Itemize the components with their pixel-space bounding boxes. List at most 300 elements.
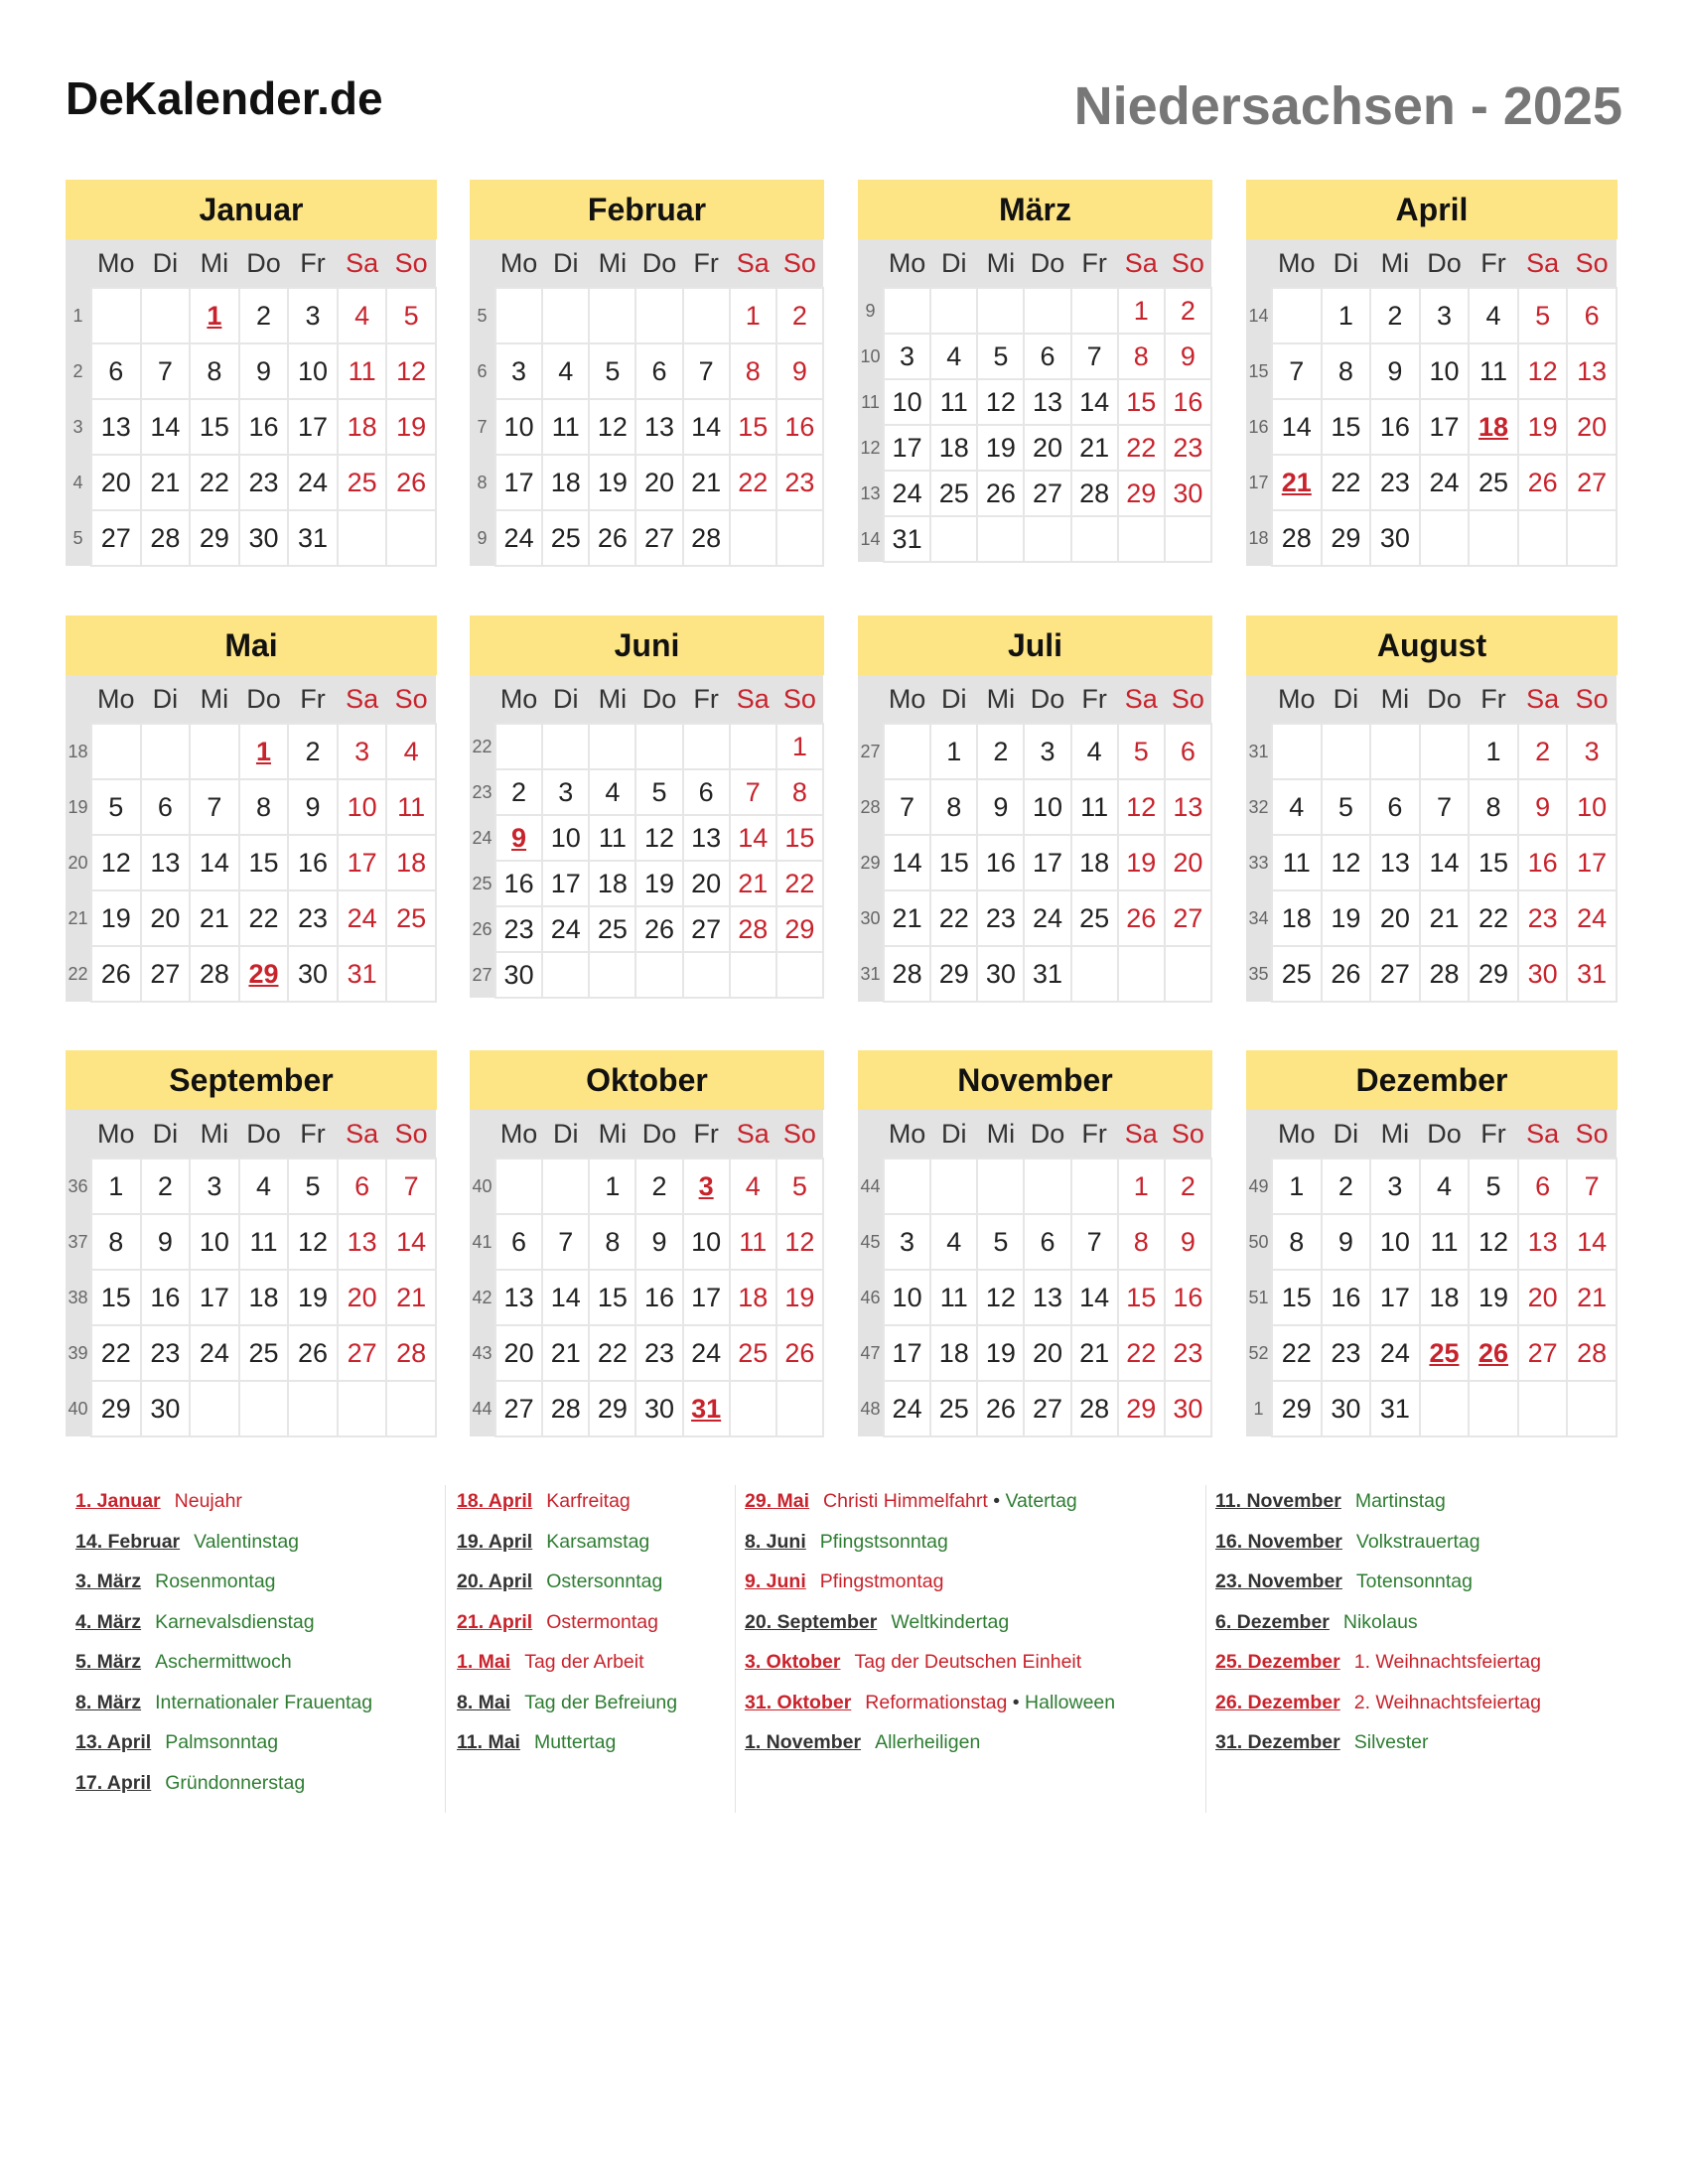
day-cell: 27: [1370, 946, 1420, 1002]
legend-item: [457, 1683, 677, 1723]
day-cell: 7: [884, 779, 930, 835]
day-cell: 22: [1118, 1325, 1165, 1381]
legend-item: [745, 1602, 1115, 1643]
day-cell: 19: [635, 861, 682, 906]
empty-day-cell: [884, 1159, 930, 1214]
day-cell: 13: [683, 815, 730, 861]
legend-date: 19. April: [457, 1530, 533, 1553]
weekday-label: Fr: [1469, 1110, 1518, 1159]
empty-day-cell: [1118, 516, 1165, 562]
day-cell: 20: [1024, 1325, 1070, 1381]
day-cell: 7: [1567, 1159, 1617, 1214]
weekday-label: So: [776, 1110, 823, 1159]
week-number: 35: [1246, 946, 1272, 1002]
legend-item: [1215, 1722, 1541, 1763]
week-number: 15: [1246, 343, 1272, 399]
day-cell: 14: [1272, 399, 1322, 455]
week-number: 42: [470, 1270, 495, 1325]
day-cell: 24: [495, 510, 542, 566]
week-number: 40: [470, 1159, 495, 1214]
empty-day-cell: [776, 510, 823, 566]
day-cell: 10: [1024, 779, 1070, 835]
legend-item: [75, 1722, 372, 1763]
week-number: 29: [858, 835, 884, 890]
weekday-row: [66, 1110, 436, 1159]
day-cell: 2: [1165, 288, 1211, 334]
legend-divider: [445, 1485, 446, 1813]
week-number: 41: [470, 1214, 495, 1270]
weekday-label: Mo: [884, 1110, 930, 1159]
day-cell: 22: [776, 861, 823, 906]
day-cell: 1: [1272, 1159, 1322, 1214]
day-cell: 29: [1469, 946, 1518, 1002]
weekday-label: Mo: [91, 675, 141, 724]
day-cell: 28: [190, 946, 239, 1002]
legend-date: 4. März: [75, 1610, 142, 1633]
weekday-label: Sa: [338, 1110, 387, 1159]
day-cell: 26: [589, 510, 635, 566]
weekday-label: Fr: [1469, 675, 1518, 724]
day-cell: 23: [977, 890, 1024, 946]
legend-date: 1. Mai: [457, 1651, 511, 1673]
month-table: [66, 675, 437, 1003]
legend-date: 11. Mai: [457, 1731, 520, 1753]
page-title: Niedersachsen - 2025: [1073, 76, 1622, 136]
week-number-header: [66, 239, 91, 288]
week-row: [1246, 399, 1617, 455]
day-cell: 3: [542, 769, 589, 815]
day-cell: 12: [977, 1270, 1024, 1325]
day-cell: 4: [930, 1214, 977, 1270]
day-cell: 8: [589, 1214, 635, 1270]
day-cell: 14: [1071, 1270, 1118, 1325]
week-row: [1246, 779, 1617, 835]
day-cell: 14: [1567, 1214, 1617, 1270]
legend-name: Gründonnerstag: [165, 1771, 306, 1794]
weekday-label: Mi: [589, 675, 635, 724]
legend-date: 6. Dezember: [1215, 1610, 1330, 1633]
day-cell: 6: [1370, 779, 1420, 835]
month-table: [858, 1110, 1212, 1437]
day-cell: 12: [1518, 343, 1568, 399]
empty-day-cell: [776, 952, 823, 998]
day-cell: 23: [776, 455, 823, 510]
weekday-label: Sa: [730, 239, 776, 288]
day-cell: 27: [1165, 890, 1211, 946]
day-cell: 28: [1071, 471, 1118, 516]
day-cell: 29: [1272, 1381, 1322, 1436]
month-februar: [470, 180, 824, 567]
day-cell: 21: [1071, 425, 1118, 471]
empty-day-cell: [1272, 288, 1322, 343]
day-cell: 10: [288, 343, 338, 399]
day-cell: 27: [495, 1381, 542, 1436]
day-cell: 29: [589, 1381, 635, 1436]
day-cell: 26: [977, 471, 1024, 516]
legend-date: 5. März: [75, 1651, 142, 1673]
month-table: [470, 1110, 824, 1437]
weekday-label: Mo: [884, 239, 930, 288]
week-number: 18: [66, 724, 91, 779]
empty-day-cell: [1370, 724, 1420, 779]
empty-day-cell: [190, 1381, 239, 1436]
day-cell: 18: [930, 1325, 977, 1381]
day-cell: 18: [730, 1270, 776, 1325]
week-number: 38: [66, 1270, 91, 1325]
day-cell: 28: [542, 1381, 589, 1436]
day-cell: 30: [288, 946, 338, 1002]
day-cell: 24: [542, 906, 589, 952]
weekday-label: Do: [1420, 675, 1470, 724]
week-row: [66, 1325, 436, 1381]
legend-name: Volkstrauertag: [1355, 1530, 1480, 1553]
day-cell: 14: [141, 399, 191, 455]
month-table: [1246, 1110, 1618, 1437]
legend-name: Allerheiligen: [875, 1731, 981, 1753]
weekday-row: [1246, 675, 1617, 724]
day-cell: 6: [141, 779, 191, 835]
week-row: [858, 1214, 1211, 1270]
day-cell: 22: [1118, 425, 1165, 471]
week-row: [66, 946, 436, 1002]
weekday-row: [470, 239, 823, 288]
day-cell: 7: [141, 343, 191, 399]
day-cell: 18: [930, 425, 977, 471]
day-cell: 16: [239, 399, 289, 455]
day-cell: 31: [288, 510, 338, 566]
day-cell: 26: [1518, 455, 1568, 510]
legend-divider: [735, 1485, 736, 1813]
day-cell: 30: [141, 1381, 191, 1436]
empty-day-cell: [495, 288, 542, 343]
legend-date: 26. Dezember: [1215, 1691, 1340, 1713]
legend-name: 2. Weihnachtsfeiertag: [1353, 1691, 1541, 1713]
week-number-header: [858, 1110, 884, 1159]
day-cell: 26: [91, 946, 141, 1002]
day-cell: 16: [977, 835, 1024, 890]
day-cell: 2: [1518, 724, 1568, 779]
week-number: 11: [858, 379, 884, 425]
day-cell: 26: [1118, 890, 1165, 946]
legend-item: [745, 1562, 1115, 1602]
month-november: [858, 1050, 1212, 1437]
week-number: 45: [858, 1214, 884, 1270]
day-cell: 3: [338, 724, 387, 779]
day-cell: 26: [288, 1325, 338, 1381]
day-cell: 12: [589, 399, 635, 455]
week-row: [470, 399, 823, 455]
week-row: [66, 1270, 436, 1325]
month-title: Juli: [858, 615, 1212, 675]
day-cell: 29: [190, 510, 239, 566]
week-number: 8: [470, 455, 495, 510]
day-cell: 4: [239, 1159, 289, 1214]
day-cell: 4: [589, 769, 635, 815]
day-cell: 11: [386, 779, 436, 835]
weekday-label: So: [1567, 239, 1617, 288]
legend-name: Pfingstmontag: [819, 1570, 944, 1592]
day-cell: 19: [1118, 835, 1165, 890]
week-number: 27: [858, 724, 884, 779]
day-cell: 20: [1024, 425, 1070, 471]
day-cell: 11: [542, 399, 589, 455]
day-cell: 25: [930, 471, 977, 516]
weekday-label: Do: [239, 675, 289, 724]
day-cell: 25: [386, 890, 436, 946]
weekday-row: [858, 675, 1211, 724]
day-cell: 31: [683, 1381, 730, 1436]
day-cell: 10: [1370, 1214, 1420, 1270]
day-cell: 12: [91, 835, 141, 890]
month-table: [66, 239, 437, 567]
weekday-label: Do: [635, 675, 682, 724]
weekday-label: Do: [1420, 1110, 1470, 1159]
day-cell: 2: [239, 288, 289, 343]
legend-column: [1215, 1481, 1541, 1763]
legend-item: [1215, 1642, 1541, 1683]
empty-day-cell: [589, 724, 635, 769]
day-cell: 31: [1567, 946, 1617, 1002]
day-cell: 5: [288, 1159, 338, 1214]
week-row: [1246, 1381, 1617, 1436]
empty-day-cell: [386, 1381, 436, 1436]
day-cell: 24: [683, 1325, 730, 1381]
empty-day-cell: [977, 516, 1024, 562]
day-cell: 17: [1024, 835, 1070, 890]
weekday-label: Mo: [1272, 675, 1322, 724]
day-cell: 20: [683, 861, 730, 906]
day-cell: 24: [1420, 455, 1470, 510]
day-cell: 22: [730, 455, 776, 510]
day-cell: 17: [495, 455, 542, 510]
weekday-label: Sa: [1518, 1110, 1568, 1159]
weekday-label: Fr: [683, 239, 730, 288]
weekday-label: So: [1165, 239, 1211, 288]
day-cell: 16: [776, 399, 823, 455]
day-cell: 18: [239, 1270, 289, 1325]
weekday-label: Mi: [977, 239, 1024, 288]
day-cell: 11: [930, 1270, 977, 1325]
legend-name: Muttertag: [533, 1731, 617, 1753]
month-table: [858, 239, 1212, 563]
week-number: 3: [66, 399, 91, 455]
legend-item: [75, 1522, 372, 1563]
day-cell: 21: [683, 455, 730, 510]
empty-day-cell: [1071, 946, 1118, 1002]
weekday-label: Mi: [977, 1110, 1024, 1159]
week-number-header: [1246, 1110, 1272, 1159]
week-number: 37: [66, 1214, 91, 1270]
week-number: 24: [470, 815, 495, 861]
empty-day-cell: [190, 724, 239, 779]
legend-name: Weltkindertag: [891, 1610, 1010, 1633]
week-number: 36: [66, 1159, 91, 1214]
week-number: 13: [858, 471, 884, 516]
empty-day-cell: [542, 952, 589, 998]
day-cell: 8: [930, 779, 977, 835]
day-cell: 8: [239, 779, 289, 835]
day-cell: 4: [930, 334, 977, 379]
week-number-header: [470, 675, 495, 724]
day-cell: 5: [635, 769, 682, 815]
day-cell: 3: [1370, 1159, 1420, 1214]
legend-name: Nikolaus: [1342, 1610, 1418, 1633]
day-cell: 23: [141, 1325, 191, 1381]
week-number: 9: [470, 510, 495, 566]
day-cell: 9: [288, 779, 338, 835]
day-cell: 24: [1370, 1325, 1420, 1381]
day-cell: 23: [288, 890, 338, 946]
weekday-row: [858, 1110, 1211, 1159]
day-cell: 20: [338, 1270, 387, 1325]
legend-name: Rosenmontag: [155, 1570, 276, 1592]
day-cell: 9: [1165, 1214, 1211, 1270]
day-cell: 1: [1322, 288, 1371, 343]
week-row: [858, 946, 1211, 1002]
day-cell: 19: [91, 890, 141, 946]
week-number: 32: [1246, 779, 1272, 835]
day-cell: 2: [776, 288, 823, 343]
day-cell: 7: [1071, 334, 1118, 379]
day-cell: 10: [542, 815, 589, 861]
weekday-label: Do: [635, 239, 682, 288]
day-cell: 30: [1518, 946, 1568, 1002]
empty-day-cell: [141, 724, 191, 779]
day-cell: 19: [386, 399, 436, 455]
day-cell: 16: [141, 1270, 191, 1325]
empty-day-cell: [1024, 1159, 1070, 1214]
week-row: [66, 288, 436, 343]
weekday-label: Di: [1322, 239, 1371, 288]
week-number: 7: [470, 399, 495, 455]
week-row: [66, 835, 436, 890]
day-cell: 16: [1518, 835, 1568, 890]
weekday-label: Di: [930, 675, 977, 724]
week-row: [858, 288, 1211, 334]
day-cell: 3: [1567, 724, 1617, 779]
day-cell: 4: [730, 1159, 776, 1214]
month-title: Januar: [66, 180, 437, 239]
week-number: 43: [470, 1325, 495, 1381]
day-cell: 15: [1322, 399, 1371, 455]
week-row: [470, 769, 823, 815]
day-cell: 11: [930, 379, 977, 425]
week-row: [470, 1381, 823, 1436]
day-cell: 5: [1118, 724, 1165, 779]
empty-day-cell: [1469, 1381, 1518, 1436]
day-cell: 13: [1024, 379, 1070, 425]
month-januar: [66, 180, 437, 567]
empty-day-cell: [1567, 1381, 1617, 1436]
day-cell: 19: [1518, 399, 1568, 455]
day-cell: 3: [190, 1159, 239, 1214]
legend-separator: •: [1007, 1691, 1026, 1713]
week-number: 14: [858, 516, 884, 562]
day-cell: 15: [1118, 379, 1165, 425]
weekday-label: Di: [542, 239, 589, 288]
empty-day-cell: [1165, 946, 1211, 1002]
day-cell: 20: [1165, 835, 1211, 890]
weekday-label: Sa: [1118, 239, 1165, 288]
day-cell: 28: [1420, 946, 1470, 1002]
day-cell: 7: [1272, 343, 1322, 399]
day-cell: 25: [1272, 946, 1322, 1002]
day-cell: 19: [776, 1270, 823, 1325]
week-number: 44: [470, 1381, 495, 1436]
legend-name: Aschermittwoch: [155, 1651, 292, 1673]
legend-item: [745, 1642, 1115, 1683]
empty-day-cell: [730, 952, 776, 998]
weekday-label: Mo: [884, 675, 930, 724]
legend-column: [745, 1481, 1115, 1763]
day-cell: 11: [1420, 1214, 1470, 1270]
weekday-label: Mi: [190, 675, 239, 724]
day-cell: 28: [1071, 1381, 1118, 1436]
empty-day-cell: [542, 724, 589, 769]
legend-item: [457, 1481, 677, 1522]
day-cell: 26: [386, 455, 436, 510]
day-cell: 13: [1024, 1270, 1070, 1325]
day-cell: 5: [776, 1159, 823, 1214]
day-cell: 2: [288, 724, 338, 779]
month-oktober: [470, 1050, 824, 1437]
day-cell: 5: [1518, 288, 1568, 343]
day-cell: 21: [730, 861, 776, 906]
day-cell: 21: [141, 455, 191, 510]
day-cell: 8: [776, 769, 823, 815]
week-number: 51: [1246, 1270, 1272, 1325]
week-row: [1246, 1159, 1617, 1214]
day-cell: 10: [495, 399, 542, 455]
month-juli: [858, 615, 1212, 1003]
day-cell: 14: [542, 1270, 589, 1325]
day-cell: 5: [91, 779, 141, 835]
day-cell: 17: [683, 1270, 730, 1325]
weekday-row: [66, 675, 436, 724]
day-cell: 2: [1322, 1159, 1371, 1214]
day-cell: 9: [239, 343, 289, 399]
day-cell: 25: [730, 1325, 776, 1381]
legend-date: 29. Mai: [745, 1490, 810, 1512]
day-cell: 11: [1272, 835, 1322, 890]
day-cell: 19: [288, 1270, 338, 1325]
day-cell: 11: [338, 343, 387, 399]
day-cell: 18: [386, 835, 436, 890]
week-number: 26: [470, 906, 495, 952]
legend-name: Palmsonntag: [165, 1731, 279, 1753]
day-cell: 15: [1272, 1270, 1322, 1325]
day-cell: 21: [1071, 1325, 1118, 1381]
day-cell: 2: [1165, 1159, 1211, 1214]
weekday-label: Mi: [1370, 239, 1420, 288]
week-number-header: [66, 1110, 91, 1159]
legend-date: 11. November: [1215, 1490, 1341, 1512]
weekday-label: Mi: [190, 1110, 239, 1159]
day-cell: 30: [1322, 1381, 1371, 1436]
day-cell: 4: [1272, 779, 1322, 835]
day-cell: 1: [730, 288, 776, 343]
empty-day-cell: [91, 724, 141, 779]
week-row: [1246, 343, 1617, 399]
day-cell: 5: [589, 343, 635, 399]
day-cell: 27: [635, 510, 682, 566]
day-cell: 17: [1370, 1270, 1420, 1325]
weekday-label: Mo: [495, 675, 542, 724]
empty-day-cell: [977, 1159, 1024, 1214]
day-cell: 9: [1165, 334, 1211, 379]
week-number: 1: [66, 288, 91, 343]
day-cell: 26: [635, 906, 682, 952]
